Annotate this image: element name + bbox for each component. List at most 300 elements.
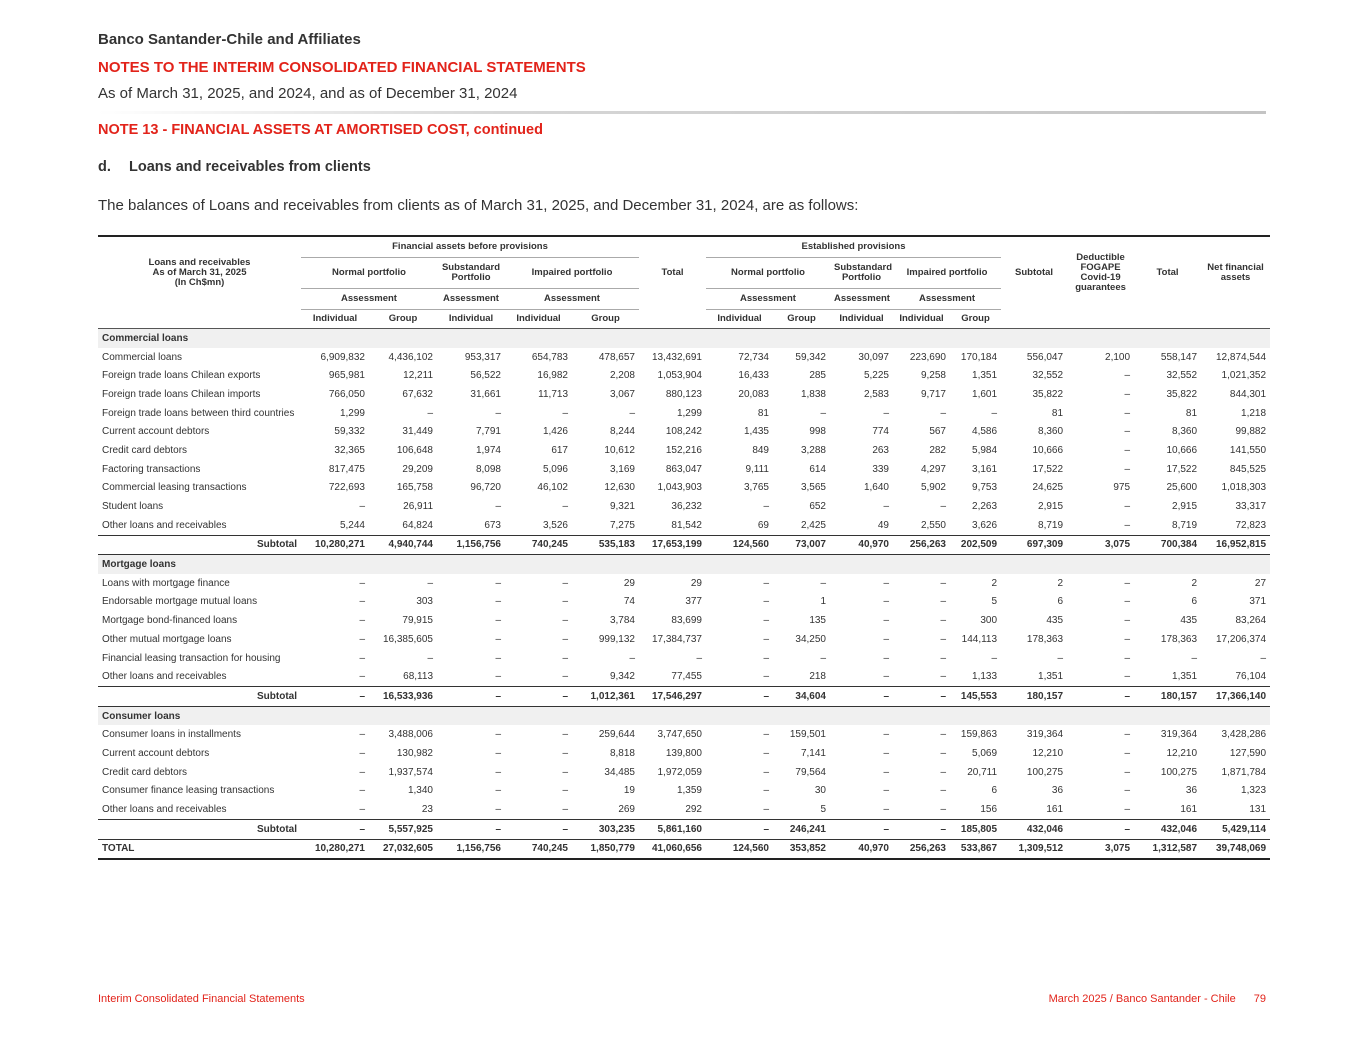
table-cell: 1,312,587 bbox=[1134, 839, 1201, 859]
page-number: 79 bbox=[1253, 993, 1266, 1005]
table-cell: – bbox=[359, 633, 365, 645]
table-cell: – bbox=[883, 671, 889, 683]
table-cell: – bbox=[1124, 615, 1131, 627]
table-cell: 16,952,815 bbox=[1201, 535, 1270, 555]
assessment-header: Assessment bbox=[919, 293, 976, 304]
table-cell: 432,046 bbox=[1134, 819, 1201, 839]
table-cell: 319,364 bbox=[1026, 729, 1064, 741]
individual-header: Individual bbox=[437, 310, 505, 329]
table-cell: 161 bbox=[1180, 804, 1198, 816]
table-cell: 10,280,271 bbox=[301, 535, 369, 555]
table-cell: – bbox=[495, 652, 501, 664]
section-title: Mortgage loans bbox=[98, 555, 1270, 574]
table-row bbox=[98, 725, 1270, 744]
row-label: TOTAL bbox=[98, 839, 301, 859]
table-cell: 774 bbox=[872, 426, 889, 438]
row-label: Endorsable mortgage mutual loans bbox=[102, 596, 258, 608]
table-cell: – bbox=[562, 785, 568, 797]
table-cell: – bbox=[359, 747, 365, 759]
table-cell: – bbox=[1124, 747, 1131, 759]
table-cell: 1,974 bbox=[475, 444, 501, 456]
table-cell: 3,565 bbox=[800, 482, 826, 494]
table-cell: 81 bbox=[1051, 407, 1064, 419]
table-cell: 79,915 bbox=[402, 615, 433, 627]
table-cell: 1,156,756 bbox=[437, 535, 505, 555]
table-cell: – bbox=[495, 577, 501, 589]
table-cell: – bbox=[883, 501, 889, 513]
table-cell: 178,363 bbox=[1160, 633, 1198, 645]
table-cell: – bbox=[940, 633, 946, 645]
table-cell: 10,280,271 bbox=[301, 839, 369, 859]
table-cell: 26,911 bbox=[403, 501, 433, 513]
table-cell: 7,791 bbox=[475, 426, 501, 438]
table-cell: 1,640 bbox=[863, 482, 889, 494]
table-cell: 3,067 bbox=[609, 388, 635, 400]
table-cell: 246,241 bbox=[773, 819, 830, 839]
table-cell: 4,297 bbox=[920, 463, 946, 475]
table-row bbox=[98, 385, 1270, 404]
table-cell: 700,384 bbox=[1134, 535, 1201, 555]
row-label: Financial leasing transaction for housing bbox=[102, 652, 281, 664]
table-cell: 180,157 bbox=[1001, 687, 1067, 707]
table-cell: – bbox=[1124, 652, 1131, 664]
section-title: Commercial loans bbox=[98, 329, 1270, 348]
table-cell: 3,526 bbox=[542, 519, 568, 531]
table-cell: 56,522 bbox=[470, 370, 501, 382]
table-cell: 16,982 bbox=[537, 370, 568, 382]
table-cell: 35,822 bbox=[1032, 388, 1064, 400]
table-cell: 36 bbox=[1185, 785, 1198, 797]
table-cell: 11,713 bbox=[538, 388, 568, 400]
table-cell: 131 bbox=[1249, 804, 1267, 816]
table-cell: 1,309,512 bbox=[1001, 839, 1067, 859]
table-cell: 1,351 bbox=[1172, 671, 1198, 683]
total2-header: Total bbox=[1134, 236, 1201, 310]
table-cell: 282 bbox=[929, 444, 946, 456]
table-cell: – bbox=[359, 785, 365, 797]
table-cell: – bbox=[495, 615, 501, 627]
group-header: Group bbox=[369, 310, 437, 329]
table-cell: 1,838 bbox=[800, 388, 826, 400]
table-cell: – bbox=[893, 819, 950, 839]
table-cell: 4,586 bbox=[972, 426, 998, 438]
table-cell: 20,083 bbox=[738, 388, 769, 400]
table-cell: – bbox=[1124, 729, 1131, 741]
table-cell: 72,734 bbox=[738, 351, 769, 363]
table-cell: 617 bbox=[551, 444, 568, 456]
table-cell: 614 bbox=[809, 463, 826, 475]
table-cell: 17,522 bbox=[1032, 463, 1064, 475]
table-cell: 5,861,160 bbox=[639, 819, 706, 839]
table-cell: 33,317 bbox=[1235, 501, 1267, 513]
table-cell: 435 bbox=[1046, 615, 1064, 627]
table-cell: 2 bbox=[991, 577, 998, 589]
table-cell: 1,850,779 bbox=[572, 839, 639, 859]
table-cell: – bbox=[1067, 819, 1134, 839]
table-cell: – bbox=[359, 577, 365, 589]
table-cell: – bbox=[359, 804, 365, 816]
table-cell: 371 bbox=[1249, 596, 1267, 608]
company-name: Banco Santander-Chile and Affiliates bbox=[98, 31, 361, 48]
table-cell: 40,970 bbox=[830, 839, 893, 859]
table-row bbox=[98, 404, 1270, 423]
individual-header: Individual bbox=[505, 310, 572, 329]
table-cell: 7,275 bbox=[609, 519, 635, 531]
table-cell: – bbox=[940, 407, 946, 419]
table-cell: 1,012,361 bbox=[572, 687, 639, 707]
table-cell: 1,937,574 bbox=[388, 766, 433, 778]
table-cell: – bbox=[763, 633, 769, 645]
table-cell: – bbox=[883, 785, 889, 797]
table-cell: 652 bbox=[809, 501, 826, 513]
table-cell: 1,218 bbox=[1241, 407, 1267, 419]
row-label: Subtotal bbox=[98, 535, 301, 555]
table-cell: 141,550 bbox=[1229, 444, 1267, 456]
table-cell: 68,113 bbox=[403, 671, 433, 683]
table-cell: 99,882 bbox=[1235, 426, 1267, 438]
table-cell: 6,909,832 bbox=[320, 351, 365, 363]
table-cell: – bbox=[495, 766, 501, 778]
table-cell: 1,426 bbox=[542, 426, 568, 438]
total-header: Total bbox=[639, 236, 706, 310]
table-cell: 12,874,544 bbox=[1215, 351, 1267, 363]
table-cell: 478,657 bbox=[598, 351, 635, 363]
table-cell: 849 bbox=[752, 444, 769, 456]
table-cell: – bbox=[562, 407, 568, 419]
table-cell: 46,102 bbox=[537, 482, 568, 494]
table-cell: 170,184 bbox=[960, 351, 998, 363]
table-cell: 567 bbox=[929, 426, 946, 438]
individual-header: Individual bbox=[830, 310, 893, 329]
table-cell: 17,653,199 bbox=[639, 535, 706, 555]
table-cell: – bbox=[427, 652, 433, 664]
table-cell: 556,047 bbox=[1026, 351, 1064, 363]
table-cell: – bbox=[763, 729, 769, 741]
table-row bbox=[98, 782, 1270, 801]
table-cell: 67,632 bbox=[402, 388, 433, 400]
table-cell: 32,552 bbox=[1166, 370, 1198, 382]
table-cell: 975 bbox=[1113, 482, 1131, 494]
table-cell: – bbox=[505, 687, 572, 707]
deductible-header: Deductible FOGAPE Covid-19 guarantees bbox=[1067, 236, 1134, 310]
table-row bbox=[98, 441, 1270, 460]
table-row bbox=[98, 366, 1270, 385]
table-cell: – bbox=[883, 652, 889, 664]
table-cell: 124,560 bbox=[706, 535, 773, 555]
table-cell: 135 bbox=[809, 615, 826, 627]
table-cell: 202,509 bbox=[950, 535, 1001, 555]
table-cell: 16,433 bbox=[738, 370, 769, 382]
table-cell: – bbox=[1057, 652, 1064, 664]
table-cell: 319,364 bbox=[1160, 729, 1198, 741]
table-cell: – bbox=[893, 687, 950, 707]
row-label: Other loans and receivables bbox=[102, 519, 227, 531]
table-row bbox=[98, 593, 1270, 612]
table-cell: 1,133 bbox=[972, 671, 998, 683]
table-cell: 4,436,102 bbox=[388, 351, 433, 363]
table-cell: 1,351 bbox=[972, 370, 998, 382]
table-cell: 79,564 bbox=[795, 766, 826, 778]
table-cell: 3,169 bbox=[609, 463, 635, 475]
table-cell: – bbox=[1124, 501, 1131, 513]
table-cell: 1 bbox=[820, 596, 826, 608]
row-label: Foreign trade loans Chilean imports bbox=[102, 388, 261, 400]
table-cell: 10,612 bbox=[604, 444, 635, 456]
table-cell: – bbox=[763, 501, 769, 513]
table-cell: 30 bbox=[814, 785, 826, 797]
table-cell: – bbox=[763, 747, 769, 759]
table-cell: 2,915 bbox=[1172, 501, 1198, 513]
row-label: Mortgage bond-financed loans bbox=[102, 615, 238, 627]
table-cell: 6 bbox=[1191, 596, 1198, 608]
table-cell: – bbox=[359, 766, 365, 778]
table-cell: – bbox=[629, 652, 635, 664]
table-cell: 32,365 bbox=[334, 444, 365, 456]
table-cell: 5,244 bbox=[339, 519, 365, 531]
table-cell: 36 bbox=[1051, 785, 1064, 797]
table-cell: 3,626 bbox=[972, 519, 998, 531]
table-cell: – bbox=[1124, 463, 1131, 475]
table-cell: – bbox=[940, 596, 946, 608]
table-cell: – bbox=[562, 652, 568, 664]
table-cell: 83,699 bbox=[671, 615, 702, 627]
table-cell: 2,550 bbox=[920, 519, 946, 531]
table-cell: – bbox=[830, 687, 893, 707]
table-cell: – bbox=[991, 407, 998, 419]
total-row bbox=[98, 839, 1270, 859]
table-cell: – bbox=[629, 407, 635, 419]
group-header: Group bbox=[950, 310, 1001, 329]
table-cell: 740,245 bbox=[505, 535, 572, 555]
row-label: Subtotal bbox=[98, 687, 301, 707]
table-cell: 998 bbox=[809, 426, 826, 438]
table-cell: 880,123 bbox=[665, 388, 702, 400]
intro-paragraph: The balances of Loans and receivables from clients as of March 31, 2025, and December 31, 2024, are as follows: bbox=[98, 197, 859, 214]
table-cell: – bbox=[763, 804, 769, 816]
table-cell: 17,384,737 bbox=[651, 633, 702, 645]
table-cell: – bbox=[562, 766, 568, 778]
table-cell: 5 bbox=[820, 804, 826, 816]
table-cell: – bbox=[427, 407, 433, 419]
table-cell: 100,275 bbox=[1026, 766, 1064, 778]
table-cell: 1,299 bbox=[676, 407, 702, 419]
table-cell: 81,542 bbox=[671, 519, 702, 531]
table-cell: – bbox=[1124, 671, 1131, 683]
table-cell: 17,366,140 bbox=[1201, 687, 1270, 707]
table-cell: 76,104 bbox=[1235, 671, 1267, 683]
table-cell: 34,250 bbox=[795, 633, 826, 645]
section-title: Loans and receivables from clients bbox=[129, 159, 371, 175]
table-cell: – bbox=[562, 804, 568, 816]
table-cell: – bbox=[940, 766, 946, 778]
table-cell: 24,625 bbox=[1032, 482, 1064, 494]
table-cell: 2,208 bbox=[609, 370, 635, 382]
table-cell: 432,046 bbox=[1001, 819, 1067, 839]
row-label: Current account debtors bbox=[102, 747, 210, 759]
ep-header: Established provisions bbox=[706, 236, 1001, 258]
fab-substandard-header: Substandard Portfolio bbox=[437, 258, 505, 289]
table-cell: 339 bbox=[872, 463, 889, 475]
table-cell: 5,902 bbox=[920, 482, 946, 494]
table-cell: – bbox=[883, 633, 889, 645]
table-cell: – bbox=[562, 671, 568, 683]
table-cell: – bbox=[940, 501, 946, 513]
table-cell: 256,263 bbox=[893, 535, 950, 555]
table-cell: – bbox=[940, 671, 946, 683]
table-cell: – bbox=[1124, 785, 1131, 797]
table-cell: 5,096 bbox=[542, 463, 568, 475]
group-header: Group bbox=[572, 310, 639, 329]
table-cell: 300 bbox=[980, 615, 998, 627]
table-cell: 218 bbox=[809, 671, 826, 683]
table-cell: 863,047 bbox=[665, 463, 702, 475]
table-cell: 3,747,650 bbox=[657, 729, 702, 741]
table-cell: – bbox=[495, 785, 501, 797]
table-cell: 1,340 bbox=[407, 785, 433, 797]
table-cell: 159,863 bbox=[960, 729, 998, 741]
table-cell: – bbox=[359, 729, 365, 741]
table-cell: 1,435 bbox=[743, 426, 769, 438]
table-cell: 2 bbox=[1191, 577, 1198, 589]
table-cell: – bbox=[991, 652, 998, 664]
table-cell: – bbox=[359, 596, 365, 608]
table-cell: 558,147 bbox=[1160, 351, 1198, 363]
row-label: Foreign trade loans Chilean exports bbox=[102, 370, 261, 382]
group-header: Group bbox=[773, 310, 830, 329]
table-cell: 9,321 bbox=[609, 501, 635, 513]
table-cell: – bbox=[562, 501, 568, 513]
table-cell: 124,560 bbox=[706, 839, 773, 859]
table-cell: 35,822 bbox=[1166, 388, 1198, 400]
table-cell: 159,501 bbox=[789, 729, 826, 741]
table-cell: 8,719 bbox=[1172, 519, 1198, 531]
table-cell: 2,263 bbox=[972, 501, 998, 513]
table-cell: 1,299 bbox=[339, 407, 365, 419]
table-cell: – bbox=[1124, 596, 1131, 608]
table-cell: 1,601 bbox=[972, 388, 998, 400]
table-cell: 3,288 bbox=[800, 444, 826, 456]
row-label: Loans with mortgage finance bbox=[102, 577, 230, 589]
table-cell: 73,007 bbox=[773, 535, 830, 555]
row-label: Consumer loans in installments bbox=[102, 729, 241, 741]
table-cell: 8,360 bbox=[1172, 426, 1198, 438]
individual-header: Individual bbox=[893, 310, 950, 329]
table-row bbox=[98, 611, 1270, 630]
table-cell: 161 bbox=[1046, 804, 1064, 816]
table-cell: – bbox=[562, 596, 568, 608]
ep-normal-header: Normal portfolio bbox=[706, 258, 830, 289]
row-label: Credit card debtors bbox=[102, 444, 188, 456]
assessment-header: Assessment bbox=[443, 293, 499, 304]
table-cell: 59,342 bbox=[795, 351, 826, 363]
table-cell: 3,765 bbox=[743, 482, 769, 494]
table-cell: 29 bbox=[690, 577, 702, 589]
ep-impaired-header: Impaired portfolio bbox=[893, 258, 1001, 289]
row-label: Other mutual mortgage loans bbox=[102, 633, 232, 645]
table-cell: 139,800 bbox=[665, 747, 702, 759]
table-cell: 5,069 bbox=[972, 747, 998, 759]
table-cell: 263 bbox=[872, 444, 889, 456]
table-cell: 8,818 bbox=[609, 747, 635, 759]
table-cell: 3,784 bbox=[609, 615, 635, 627]
table-cell: – bbox=[883, 729, 889, 741]
footer-left: Interim Consolidated Financial Statements bbox=[98, 993, 305, 1005]
table-cell: 12,210 bbox=[1032, 747, 1064, 759]
table-cell: – bbox=[883, 747, 889, 759]
table-cell: 1,972,059 bbox=[657, 766, 702, 778]
table-cell: 285 bbox=[809, 370, 826, 382]
table-cell: 533,867 bbox=[950, 839, 1001, 859]
table-cell: 5,984 bbox=[972, 444, 998, 456]
row-label-header: Loans and receivables As of March 31, 2025 (In Ch$mn) bbox=[98, 236, 301, 310]
table-cell: – bbox=[696, 652, 702, 664]
table-cell: 29,209 bbox=[402, 463, 433, 475]
table-cell: – bbox=[940, 729, 946, 741]
table-cell: 6 bbox=[1057, 596, 1064, 608]
table-cell: 9,717 bbox=[920, 388, 946, 400]
subtotal-header: Subtotal bbox=[1001, 236, 1067, 310]
table-cell: 3,428,286 bbox=[1221, 729, 1267, 741]
table-cell: 165,758 bbox=[396, 482, 433, 494]
table-cell: 100,275 bbox=[1160, 766, 1198, 778]
table-cell: 16,385,605 bbox=[382, 633, 433, 645]
table-cell: – bbox=[940, 747, 946, 759]
table-cell: – bbox=[359, 671, 365, 683]
table-cell: – bbox=[495, 596, 501, 608]
table-cell: 17,206,374 bbox=[1215, 633, 1267, 645]
table-row bbox=[98, 479, 1270, 498]
table-cell: 10,666 bbox=[1166, 444, 1198, 456]
table-cell: – bbox=[495, 747, 501, 759]
footer-publication: March 2025 / Banco Santander - Chile bbox=[1048, 993, 1236, 1005]
table-cell: – bbox=[883, 577, 889, 589]
table-cell: 19 bbox=[623, 785, 635, 797]
fab-normal-header: Normal portfolio bbox=[301, 258, 437, 289]
table-cell: 5,225 bbox=[863, 370, 889, 382]
table-cell: 83,264 bbox=[1235, 615, 1267, 627]
table-cell: 1,018,303 bbox=[1221, 482, 1267, 494]
table-cell: 845,525 bbox=[1229, 463, 1267, 475]
table-cell: 32,552 bbox=[1032, 370, 1064, 382]
table-cell: – bbox=[763, 671, 769, 683]
ep-substandard-header: Substandard Portfolio bbox=[830, 258, 893, 289]
table-cell: 5 bbox=[991, 596, 998, 608]
table-cell: – bbox=[883, 615, 889, 627]
table-row bbox=[98, 574, 1270, 593]
table-cell: – bbox=[820, 407, 826, 419]
section-header-row bbox=[98, 706, 1270, 725]
table-cell: – bbox=[706, 687, 773, 707]
table-cell: 965,981 bbox=[328, 370, 365, 382]
table-cell: 3,488,006 bbox=[388, 729, 433, 741]
table-cell: 3,161 bbox=[972, 463, 998, 475]
table-cell: 30,097 bbox=[858, 351, 889, 363]
fab-impaired-header: Impaired portfolio bbox=[505, 258, 639, 289]
table-cell: 64,824 bbox=[402, 519, 433, 531]
table-cell: 20,711 bbox=[967, 766, 998, 778]
assessment-header: Assessment bbox=[341, 293, 397, 304]
table-cell: 1,871,784 bbox=[1221, 766, 1267, 778]
table-body bbox=[98, 329, 1270, 860]
table-cell: – bbox=[437, 819, 505, 839]
table-cell: – bbox=[883, 766, 889, 778]
table-cell: – bbox=[940, 615, 946, 627]
table-cell: 185,805 bbox=[950, 819, 1001, 839]
table-cell: – bbox=[1260, 652, 1267, 664]
table-cell: 178,363 bbox=[1026, 633, 1064, 645]
table-cell: 1,021,352 bbox=[1221, 370, 1267, 382]
table-cell: 5,429,114 bbox=[1201, 819, 1270, 839]
